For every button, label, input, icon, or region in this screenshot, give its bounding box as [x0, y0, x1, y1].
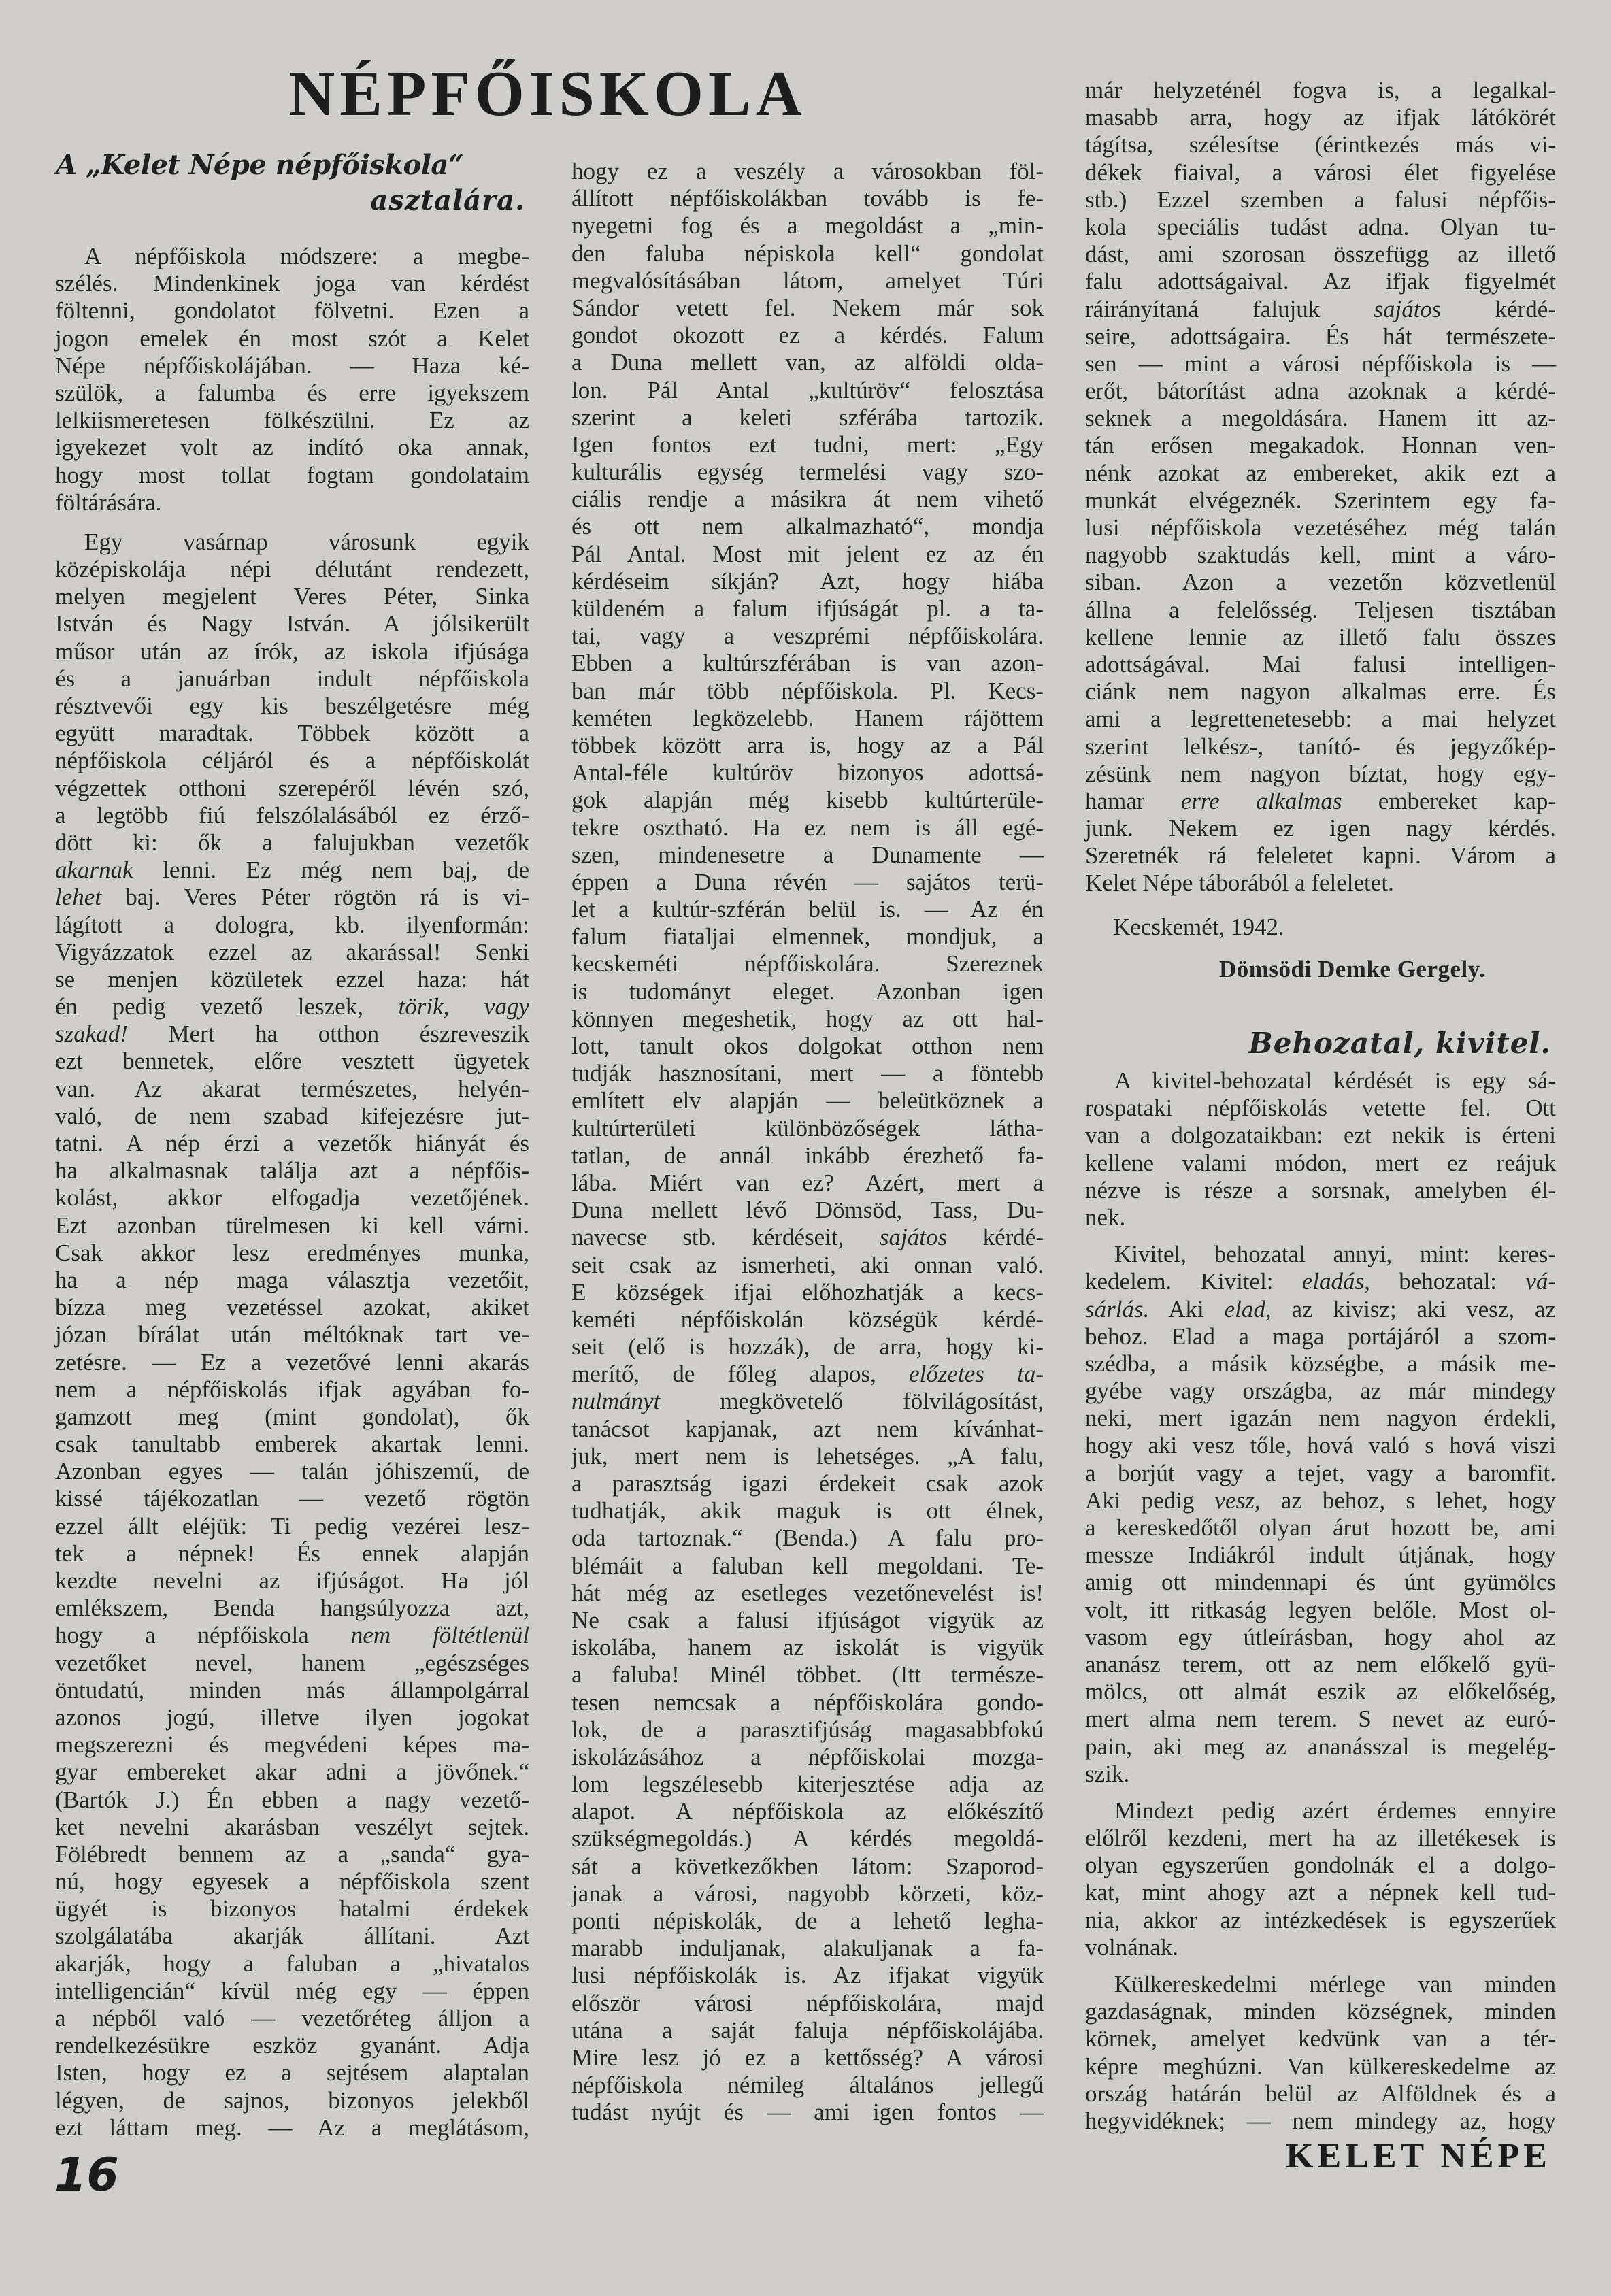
text-line: dött ki: ők a falujukban vezetők	[55, 829, 529, 856]
italic-text: sajátos	[1374, 295, 1442, 322]
text-line: rospataki népfőiskolás vetette fel. Ott	[1085, 1095, 1556, 1122]
text-line: végzettek otthoni szerepéről lévén szó,	[55, 774, 529, 801]
text-line: tudják hasznosítani, mert — a föntebb	[571, 1060, 1044, 1087]
text-segment: kérdé-	[947, 1224, 1044, 1251]
text-line: tán erősen megakadok. Honnan ven-	[1085, 432, 1556, 459]
text-line: vezetőket nevel, hanem „egészséges	[55, 1649, 529, 1676]
text-segment: hamar	[1085, 787, 1181, 814]
text-line: iskolába, hanem az iskolát is vigyük	[571, 1634, 1044, 1661]
text-line: dékek fiaival, a városi élet figyelése	[1085, 159, 1556, 186]
text-line: E községek ifjai előhozhatják a kecs-	[571, 1278, 1044, 1305]
text-line: Szeretnék rá feleletet kapni. Várom a	[1085, 842, 1556, 869]
text-line: Mire lesz jó ez a kettősség? A városi	[571, 2044, 1044, 2071]
text-line	[1085, 1296, 1556, 1323]
text-line: megszerezni és megvédeni képes ma-	[55, 1731, 529, 1759]
text-line	[1085, 788, 1556, 815]
text-line: szolgálatába akarják állítani. Azt	[55, 1923, 529, 1950]
text-line: ponti népiskolák, de a lehető legha-	[571, 1908, 1044, 1934]
text-line: zetésre. — Ez a vezetővé lenni akarás	[55, 1348, 529, 1376]
text-line: keméten legközelebb. Hanem rájöttem	[571, 704, 1044, 731]
text-line: a legtöbb fiú felszólalásából ez érző-	[55, 801, 529, 829]
text-line: tai, vagy a veszprémi népfőiskolára.	[571, 622, 1044, 650]
text-line: ket nevelni akarásban veszélyt sejtek.	[55, 1813, 529, 1840]
text-segment: embereket kap-	[1342, 787, 1556, 814]
text-line: tudhatják, akik maguk is ott élnek,	[571, 1497, 1044, 1525]
text-line: együtt maradtak. Többek között a	[55, 720, 529, 747]
text-segment: Aki	[1149, 1295, 1225, 1322]
text-line: Duna mellett lévő Dömsöd, Tass, Du-	[571, 1197, 1044, 1224]
text-line: többek között arra is, hogy az a Pál	[571, 731, 1044, 759]
text-line: szélés. Mindenkinek joga van kérdést	[55, 270, 529, 297]
text-line: azonos jogú, illetve ilyen jogokat	[55, 1703, 529, 1731]
text-line: lott, tanult okos dolgokat otthon nem	[571, 1033, 1044, 1059]
italic-text: törik, vagy	[398, 993, 529, 1020]
text-line: tatni. A nép érzi a vezetők hiányát és	[55, 1130, 529, 1157]
text-line: intelligencián“ kívül még egy — éppen	[55, 1977, 529, 2004]
text-line: ha a nép maga választja vezetőit,	[55, 1266, 529, 1293]
text-line: A kivitel-behozatal kérdését is egy sá-	[1114, 1067, 1556, 1094]
text-line: műsor után az írók, az iskola ifjúsága	[55, 637, 529, 665]
italic-text: sajátos	[879, 1224, 948, 1251]
text-line: utána a saját faluja népfőiskolájába.	[571, 2016, 1044, 2044]
page-number: 16	[54, 2148, 119, 2202]
text-line: Antal-féle kultúröv bizonyos adottsá-	[571, 759, 1044, 786]
text-line: Külkereskedelmi mérlege van minden	[1114, 1971, 1556, 1997]
text-line: ciális rendje a másikra át nem vihető	[571, 486, 1044, 513]
text-column-3	[1085, 77, 1556, 897]
text-line: Csak akkor lesz eredményes munka,	[55, 1239, 529, 1266]
text-line: ezzel állt eléjük: Ti pedig vezérei lesz-	[55, 1512, 529, 1540]
text-line: szik.	[1085, 1760, 1130, 1787]
text-line: állított népfőiskolákban tovább is fe-	[571, 185, 1044, 212]
text-line: (Bartók J.) Én ebben a nagy vezető-	[55, 1786, 529, 1813]
italic-text: lehet	[55, 884, 102, 911]
text-line: sát a következőkben látom: Szaporod-	[571, 1852, 1044, 1880]
text-line: Népe népfőiskolájában. — Haza ké-	[55, 352, 529, 379]
text-line: tanácsot kapjanak, azt nem kívánhat-	[571, 1415, 1044, 1442]
text-line: rendelkezésükre eszköz gyanánt. Adja	[55, 2032, 529, 2059]
text-line: hogy ez a veszély a városokban föl-	[571, 158, 1044, 184]
text-line: lon. Pál Antal „kultúröv“ felosztása	[571, 376, 1044, 403]
text-segment: az kivisz; aki vesz, az	[1271, 1295, 1556, 1322]
text-line: messze Indiákról indult útjának, hogy	[1085, 1542, 1556, 1569]
text-line: csak tanultabb emberek akartak lenni.	[55, 1431, 529, 1458]
text-line: kolást, akkor elfogadja vezetőjének.	[55, 1184, 529, 1212]
text-line: keméti népfőiskolán községük kérdé-	[571, 1305, 1044, 1333]
text-line: ban már több népfőiskola. Pl. Kecs-	[571, 677, 1044, 704]
text-line: szen, mindenesetre a Dunamente —	[571, 841, 1044, 868]
text-line: Isten, hogy ez a sejtésem alaptalan	[55, 2059, 529, 2086]
text-line: let a kultúr-szférán belül is. — Az én	[571, 896, 1044, 923]
text-line	[1085, 1487, 1556, 1514]
text-line: hát még az esetleges vezetőnevelést is!	[571, 1579, 1044, 1606]
text-line: akarják, hogy a faluban a „hivatalos	[55, 1950, 529, 1977]
italic-text: szakad!	[55, 1020, 128, 1048]
text-line: már helyzeténél fogva is, a legalkal-	[1085, 77, 1556, 103]
text-line: szülök, a falumba és erre igyekszem	[55, 379, 529, 406]
article-author: Dömsödi Demke Gergely.	[1219, 956, 1486, 982]
text-line: tágítsa, szélesítse (érintkezés más vi-	[1085, 131, 1556, 159]
text-line: Vigyázzatok ezzel az akarással! Senki	[55, 938, 529, 965]
text-line: előlről kezdeni, mert ha az illetékesek is	[1085, 1825, 1556, 1852]
text-line: ezt láttam meg. — Az a meglátásom,	[55, 2114, 529, 2141]
text-line: tatlan, de annál inkább érezhető fa-	[571, 1142, 1044, 1169]
paragraph	[55, 529, 529, 2142]
text-line: gyar embereket akar adni a jövőnek.“	[55, 1759, 529, 1786]
text-line: se menjen közületek ezzel haza: hát	[55, 965, 529, 993]
italic-text: akarnak	[55, 856, 133, 884]
paragraph	[55, 243, 529, 516]
text-line: való, de nem szabad kifejezésre jut-	[55, 1102, 529, 1129]
text-segment: Mert ha otthon észreveszik	[127, 1020, 529, 1048]
text-line: lom legszélesebb kiterjesztése adja az	[571, 1771, 1044, 1798]
italic-text: elad,	[1224, 1295, 1272, 1322]
text-segment: behozatal:	[1369, 1268, 1526, 1295]
text-line: nú, hogy egyesek a népfőiskola szent	[55, 1868, 529, 1895]
text-line: pain, aki meg az ananásszal is megelég-	[1085, 1733, 1556, 1760]
text-line: seit (elő is hozzák), de arra, hogy ki-	[571, 1333, 1044, 1361]
text-line: kulturális egység termelési vagy szo-	[571, 459, 1044, 486]
text-line: juk, mert nem is lehetséges. „A falu,	[571, 1442, 1044, 1469]
text-line: említett elv alapján — beleütköznek a	[571, 1087, 1044, 1114]
text-line: kérdéseim síkján? Azt, hogy hiába	[571, 567, 1044, 595]
text-segment: én pedig vezető leszek,	[55, 993, 399, 1020]
text-line: gamzott meg (mint gondolat), ők	[55, 1403, 529, 1430]
text-line: junk. Nekem ez igen nagy kérdés.	[1085, 815, 1556, 842]
text-line: tek a népnek! És ennek alapján	[55, 1540, 529, 1567]
text-line: amig ott mindennapi és únt gyümölcs	[1085, 1569, 1556, 1596]
italic-text: eladás,	[1301, 1268, 1370, 1295]
text-line: Fölébredt bennem az a „sanda“ gya-	[55, 1840, 529, 1867]
text-line: föltenni, gondolatot fölvetni. Ezen a	[55, 297, 529, 325]
text-line: légyen, de sajnos, bizonyos jelekből	[55, 2086, 529, 2114]
text-segment: baj. Veres Péter rögtön rá is vi-	[101, 884, 529, 911]
text-segment: merítő, de főleg alapos,	[571, 1361, 910, 1388]
text-line	[55, 856, 529, 884]
text-line: Egy vasárnap városunk egyik	[84, 528, 529, 555]
text-line: Kelet Népe táborából a feleletet.	[1085, 869, 1394, 897]
text-segment: kedelem. Kivitel:	[1085, 1268, 1302, 1295]
italic-text: nem föltétlenül	[350, 1622, 529, 1649]
italic-text: előzetes ta-	[909, 1361, 1044, 1388]
text-line	[571, 1224, 1044, 1251]
text-line: jogon emelek én most szót a Kelet	[55, 325, 529, 352]
italic-text: vá-	[1525, 1268, 1557, 1295]
text-line: van. Az akarat természetes, helyén-	[55, 1075, 529, 1102]
text-line: erőt, bátorítást adna azoknak a kérdé-	[1085, 378, 1556, 405]
text-line: nek.	[1085, 1203, 1126, 1231]
text-line: kezdte nevelni az ifjúságot. Ha jól	[55, 1567, 529, 1594]
paragraph	[1085, 1971, 1556, 2135]
text-line: seire, adottságaira. És hát természete-	[1085, 322, 1556, 350]
text-line: adottságával. Mai falusi intelligen-	[1085, 650, 1556, 678]
text-line: kultúrterületi különbözőségek látha-	[571, 1114, 1044, 1142]
text-segment: Aki pedig	[1085, 1486, 1215, 1514]
text-line: lusi népfőiskola vezetéséhez még talán	[1085, 514, 1556, 541]
text-line: masabb arra, hogy az ifjak látókörét	[1085, 104, 1556, 131]
text-line: gondot okozott ez a kérdés. Falum	[571, 322, 1044, 349]
text-line: öntudatú, minden más állampolgárral	[55, 1676, 529, 1703]
text-line: küldeném a falum ifjúságát pl. a ta-	[571, 595, 1044, 622]
text-segment: navecse stb. kérdéseit,	[571, 1224, 880, 1251]
text-line: először városi népfőiskolára, majd	[571, 1989, 1044, 2016]
text-line: bízza meg vezetéssel azokat, akiket	[55, 1294, 529, 1321]
text-line: marabb induljanak, alakuljanak a fa-	[571, 1935, 1044, 1962]
text-line: kola speciális tudást adna. Olyan tu-	[1085, 213, 1556, 240]
text-segment: az behoz, s lehet, hogy	[1260, 1486, 1556, 1514]
text-line	[1085, 296, 1556, 323]
text-line	[55, 1622, 529, 1649]
text-line: nézve is része a sorsnak, amelyben él-	[1085, 1176, 1556, 1203]
text-line: den faluba népiskola kell“ gondolat	[571, 239, 1044, 267]
text-line: ananász terem, ott az nem előkelő gyü-	[1085, 1650, 1556, 1678]
text-line: szédba, a másik községbe, a másik me-	[1085, 1350, 1556, 1377]
second-article-body	[1085, 1067, 1556, 2135]
text-line: szükségmegoldás.) A kérdés megoldá-	[571, 1825, 1044, 1852]
text-line: blémáit a faluban kell megoldani. Te-	[571, 1552, 1044, 1579]
text-line: Sándor vetett fel. Nekem már sok	[571, 294, 1044, 321]
magazine-name: KELET NÉPE	[1286, 2137, 1551, 2176]
text-line: nia, akkor az intézkedések is egyszerűek	[1085, 1906, 1556, 1933]
text-line: mert alma nem terem. S nevet az euró-	[1085, 1706, 1556, 1733]
text-line: nem a népfőiskolás ifjak agyában fo-	[55, 1376, 529, 1403]
text-line: középiskolája népi délutánt rendezett,	[55, 556, 529, 583]
text-line: falum fiataljai elmennek, mondjuk, a	[571, 923, 1044, 950]
text-line: siban. Azon a vezetőn közvetlenül	[1085, 569, 1556, 596]
text-line: a Duna mellett van, az alföldi olda-	[571, 349, 1044, 376]
text-line: és a januárban indult népfőiskola	[55, 665, 529, 692]
paragraph	[1085, 1241, 1556, 1788]
text-line: ami a legrettenetesebb: a mai helyzet	[1085, 705, 1556, 733]
text-line: tekre osztható. Ha ez nem is áll egé-	[571, 814, 1044, 841]
italic-text: erre alkalmas	[1180, 787, 1342, 814]
text-line: éppen a Duna révén — sajátos terü-	[571, 868, 1044, 895]
text-line: janak a városi, nagyobb körzeti, köz-	[571, 1880, 1044, 1907]
text-line: a borjút vagy a tejet, vagy a baromfit.	[1085, 1459, 1556, 1486]
paragraph	[1085, 77, 1556, 897]
text-line: tesen nemcsak a népfőiskolára gondo-	[571, 1688, 1044, 1716]
text-line: a kereskedőtől olyan árut hozott be, ami	[1085, 1514, 1556, 1541]
italic-text: nulmányt	[571, 1388, 661, 1415]
text-line: józan bírálat után méltóknak tart ve-	[55, 1321, 529, 1348]
text-line: hogy most tollat fogtam gondolataim	[55, 461, 529, 488]
text-line: seknek a megoldására. Hanem itt az-	[1085, 405, 1556, 432]
article-dateline: Kecskemét, 1942.	[1113, 914, 1284, 940]
text-line: olyan egyszerűen gondolnák el a dolgo-	[1085, 1852, 1556, 1879]
page-title: NÉPFŐISKOLA	[288, 59, 807, 129]
text-line: lok, de a parasztifjúság magasabbfokú	[571, 1716, 1044, 1743]
text-line: mölcs, ott almát eszik az előkelőség,	[1085, 1678, 1556, 1706]
text-line: szerint lelkész-, tanító- és jegyzőkép-	[1085, 733, 1556, 760]
text-line: iskolázásához a népfőiskolai mozga-	[571, 1743, 1044, 1770]
article-subtitle-line-2: asztalára.	[370, 184, 525, 216]
text-line: ciánk nem nagyon alkalmas erre. És	[1085, 678, 1556, 705]
italic-text: sárlás.	[1085, 1295, 1150, 1322]
text-line	[55, 1020, 529, 1048]
text-line: kellene lennie az illető falu összes	[1085, 623, 1556, 650]
text-line: lusi népfőiskolák is. Az ifjakat vigyük	[571, 1962, 1044, 1989]
text-line: kellene valami módon, mert ez reájuk	[1085, 1149, 1556, 1176]
text-line: lágított a dologra, kb. ilyenformán:	[55, 911, 529, 938]
text-line: kecskeméti népfőiskolára. Szereznek	[571, 950, 1044, 978]
text-line: dást, ami szorosan összefügg az illető	[1085, 241, 1556, 268]
text-line: Kivitel, behozatal annyi, mint: keres-	[1114, 1241, 1556, 1268]
text-line: volt, itt ritkaság legyen belőle. Most ol-	[1085, 1596, 1556, 1623]
text-line: kissé tájékozatlan — vezető rögtön	[55, 1485, 529, 1512]
text-segment: kérdé-	[1441, 295, 1556, 322]
text-column-2	[571, 158, 1044, 2127]
text-line: nagyobb szaktudás kell, mint a váro-	[1085, 542, 1556, 569]
text-line: volnának.	[1085, 1933, 1179, 1961]
text-line: ha alkalmasnak találja azt a népfőis-	[55, 1157, 529, 1184]
text-line: résztvevői egy kis beszélgetésre még	[55, 693, 529, 719]
text-line: Azonban egyes — talán jóhiszemű, de	[55, 1458, 529, 1485]
text-line: seit csak az ismerheti, aki onnan való.	[571, 1251, 1044, 1278]
italic-text: vesz,	[1214, 1486, 1261, 1514]
text-line: munkát elvégeznék. Szerintem egy fa-	[1085, 486, 1556, 514]
text-line: emlékszem, Benda hangsúlyozza azt,	[55, 1595, 529, 1622]
text-line: képre meghúzni. Van külkereskedelme az	[1085, 2052, 1556, 2080]
text-line: van a dolgozataikban: ezt nekik is érteni	[1085, 1122, 1556, 1149]
text-line: a faluba! Minél többet. (Itt természe-	[571, 1661, 1044, 1688]
text-line: lelkiismeretesen fölkészülni. Ez az	[55, 407, 529, 434]
text-line: melyen megjelent Veres Péter, Sinka	[55, 583, 529, 610]
text-line: alapot. A népfőiskola az előkészítő	[571, 1798, 1044, 1825]
text-line: oda tartoznak.“ (Benda.) A falu pro-	[571, 1525, 1044, 1552]
text-segment: megkövetelő fölvilágosítást,	[660, 1388, 1044, 1415]
text-line: Pál Antal. Most mit jelent ez az én	[571, 540, 1044, 567]
text-line	[1085, 1268, 1556, 1295]
text-column-1	[55, 243, 529, 2142]
text-line: könnyen megeshetik, hogy az ott hal-	[571, 1005, 1044, 1032]
text-line: hegyvidéknek; — nem mindegy az, hogy	[1085, 2107, 1556, 2134]
text-line: falu adottságaival. Az ifjak figyelmét	[1085, 268, 1556, 295]
text-line: stb.) Ezzel szemben a falusi népfőis-	[1085, 186, 1556, 213]
text-line: tudást nyújt és — ami igen fontos —	[571, 2099, 1044, 2126]
text-line: Igen fontos ezt tudni, mert: „Egy	[571, 431, 1044, 458]
paragraph	[571, 158, 1044, 2127]
text-line: Ebben a kultúrszférában is van azon-	[571, 650, 1044, 677]
text-line: népfőiskola céljáról és a népfőiskolát	[55, 747, 529, 774]
text-line	[55, 993, 529, 1020]
text-line: ország határán belül az Alföldnek és a	[1085, 2080, 1556, 2107]
paragraph	[1085, 1067, 1556, 1231]
text-line: gazdaságnak, minden községnek, minden	[1085, 1998, 1556, 2025]
text-line: nénk azokat az embereket, akik ezt a	[1085, 459, 1556, 486]
text-line: állna a felelősség. Teljesen tisztában	[1085, 596, 1556, 623]
text-line: szerint a keleti szférába tartozik.	[571, 403, 1044, 431]
text-line: körnek, amelyet kedvünk van a tér-	[1085, 2025, 1556, 2052]
text-line: ezt bennetek, előre vesztett ügyetek	[55, 1048, 529, 1075]
text-line: gok alapján még kisebb kultúrterüle-	[571, 786, 1044, 814]
text-segment: lenni. Ez még nem baj, de	[133, 856, 529, 884]
text-line: népfőiskola némileg általános jellegű	[571, 2072, 1044, 2099]
text-line: vasom egy útleírásban, hogy ahol az	[1085, 1623, 1556, 1650]
text-line: a parasztság igazi érdekeit csak azok	[571, 1470, 1044, 1497]
text-line: neki, mert igazán nem nagyon érdekli,	[1085, 1405, 1556, 1432]
text-line: is tudományt eleget. Azonban igen	[571, 978, 1044, 1005]
text-line: zésünk nem nagyon bíztat, hogy egy-	[1085, 760, 1556, 787]
text-line: gyébe vagy országba, az már mindegy	[1085, 1378, 1556, 1405]
article-subtitle-line-1: A „Kelet Népe népfőiskola“	[56, 149, 464, 181]
text-line	[571, 1388, 1044, 1415]
text-segment: hogy a népfőiskola	[55, 1622, 351, 1649]
text-line: a népből való — vezetőréteg álljon a	[55, 2005, 529, 2031]
text-line: A népfőiskola módszere: a megbe-	[84, 243, 529, 269]
text-line: Ezt azonban türelmesen ki kell várni.	[55, 1212, 529, 1239]
text-line	[571, 1361, 1044, 1388]
paragraph	[1085, 1797, 1556, 1961]
text-line: lába. Miért van ez? Azért, mert a	[571, 1169, 1044, 1196]
text-line: hogy aki vesz tőle, hová való s hová viszi	[1085, 1432, 1556, 1459]
text-line: Mindezt pedig azért érdemes ennyire	[1114, 1797, 1556, 1824]
text-line: behoz. Elad a maga portájáról a szom-	[1085, 1322, 1556, 1350]
text-line: nyegetni fog és a megoldást a „min-	[571, 212, 1044, 239]
text-line: és ott nem alkalmazható“, mondja	[571, 513, 1044, 540]
text-line: föltárására.	[55, 488, 162, 516]
text-line: kat, mint ahogy azt a népnek kell tud-	[1085, 1879, 1556, 1906]
text-line: igyekezet volt az indító oka annak,	[55, 434, 529, 461]
text-line: sen — mint a városi népfőiskola is —	[1085, 350, 1556, 377]
text-line: István és Nagy István. A jólsikerült	[55, 610, 529, 637]
text-segment: ráirányítaná falujuk	[1085, 295, 1374, 322]
text-line: Ne csak a falusi ifjúságot vigyük az	[571, 1606, 1044, 1633]
text-line: ügyét is bizonyos hatalmi érdekek	[55, 1895, 529, 1923]
text-line	[55, 884, 529, 911]
second-article-title: Behozatal, kivitel.	[1248, 1027, 1551, 1060]
text-line: megvalósításában látom, amelyet Túri	[571, 267, 1044, 294]
